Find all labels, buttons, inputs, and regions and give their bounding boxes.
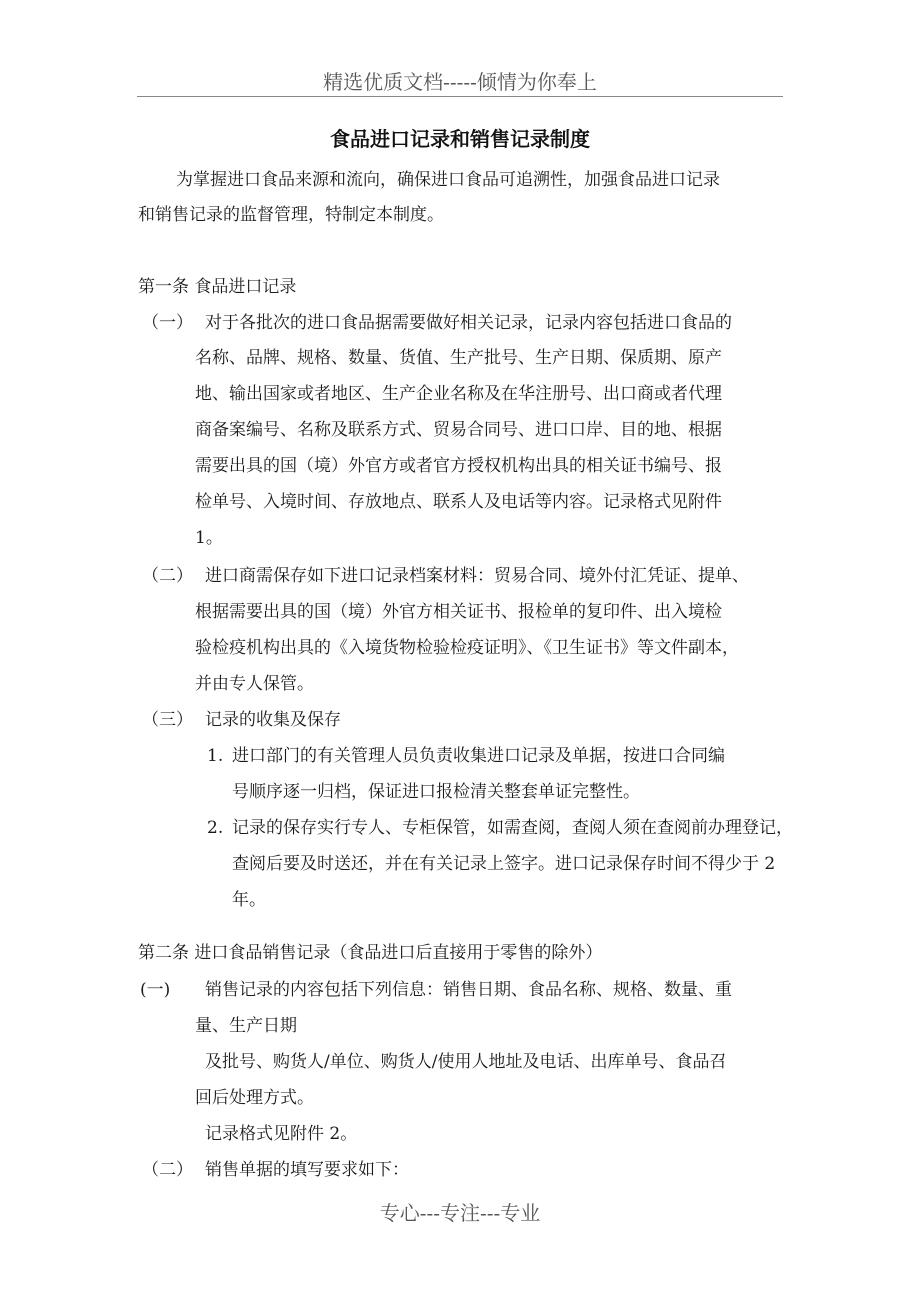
article2-item1-line: 回后处理方式。: [195, 1088, 314, 1108]
sub-item-line: 年。: [232, 890, 266, 910]
article2-item1-line: 量、生产日期: [195, 1016, 297, 1036]
intro-line-1: 为掌握进口食品来源和流向，确保进口食品可追溯性，加强食品进口记录: [176, 170, 720, 190]
sub-item-number: 1.: [207, 746, 224, 766]
article1-item2-line: 进口商需保存如下进口记录档案材料：贸易合同、境外付汇凭证、提单、: [205, 566, 749, 586]
article1-item1-line: 商备案编号、名称及联系方式、贸易合同号、进口口岸、目的地、根据: [195, 420, 722, 440]
article2-item1-line: 及批号、购货人/单位、购货人/使用人地址及电话、出库单号、食品召: [205, 1052, 727, 1072]
article1-item1-line: 1。: [195, 528, 223, 548]
intro-line-2: 和销售记录的监督管理，特制定本制度。: [138, 205, 444, 225]
article1-item2-line: 并由专人保管。: [195, 674, 314, 694]
sub-item-line: 记录的保存实行专人、专柜保管，如需查阅，查阅人须在查阅前办理登记，: [232, 818, 793, 838]
sub-item-line: 进口部门的有关管理人员负责收集进口记录及单据，按进口合同编: [232, 746, 725, 766]
page-header: 精选优质文档-----倾情为你奉上: [323, 70, 597, 94]
article2-heading: 第二条 进口食品销售记录（食品进口后直接用于零售的除外）: [138, 943, 603, 963]
document-title: 食品进口记录和销售记录制度: [330, 127, 590, 151]
article1-item2-marker: （二）: [142, 566, 193, 586]
sub-item-number: 2.: [207, 818, 224, 838]
article1-item3-text: 记录的收集及保存: [205, 710, 341, 730]
article2-item1-marker: (一): [140, 980, 171, 1000]
article1-item3-marker: （三）: [142, 710, 193, 730]
sub-item-line: 查阅后要及时送还，并在有关记录上签字。进口记录保存时间不得少于 2: [232, 854, 776, 874]
article2-item1-line: 记录格式见附件 2。: [205, 1124, 358, 1144]
article2-item2-text: 销售单据的填写要求如下：: [205, 1160, 409, 1180]
article1-item2-line: 验检疫机构出具的《入境货物检验检疫证明》、《卫生证书》等文件副本，: [195, 638, 739, 658]
article2-item1-line: 销售记录的内容包括下列信息：销售日期、食品名称、规格、数量、重: [205, 980, 732, 1000]
header-divider: [137, 96, 783, 97]
article1-heading: 第一条 食品进口记录: [138, 277, 297, 297]
page-footer: 专心---专注---专业: [379, 1201, 541, 1225]
article1-item1-line: 检单号、入境时间、存放地点、联系人及电话等内容。记录格式见附件: [195, 492, 722, 512]
article1-item1-marker: （一）: [142, 313, 193, 333]
article1-item1-line: 需要出具的国（境）外官方或者官方授权机构出具的相关证书编号、报: [195, 456, 722, 476]
article1-item1-line: 对于各批次的进口食品据需要做好相关记录，记录内容包括进口食品的: [205, 313, 732, 333]
article2-item2-marker: （二）: [142, 1160, 193, 1180]
sub-item-line: 号顺序逐一归档，保证进口报检清关整套单证完整性。: [232, 782, 640, 802]
article1-item1-line: 地、输出国家或者地区、生产企业名称及在华注册号、出口商或者代理: [195, 384, 722, 404]
article1-item2-line: 根据需要出具的国（境）外官方相关证书、报检单的复印件、出入境检: [195, 602, 722, 622]
article1-item1-line: 名称、品牌、规格、数量、货值、生产批号、生产日期、保质期、原产: [195, 348, 722, 368]
